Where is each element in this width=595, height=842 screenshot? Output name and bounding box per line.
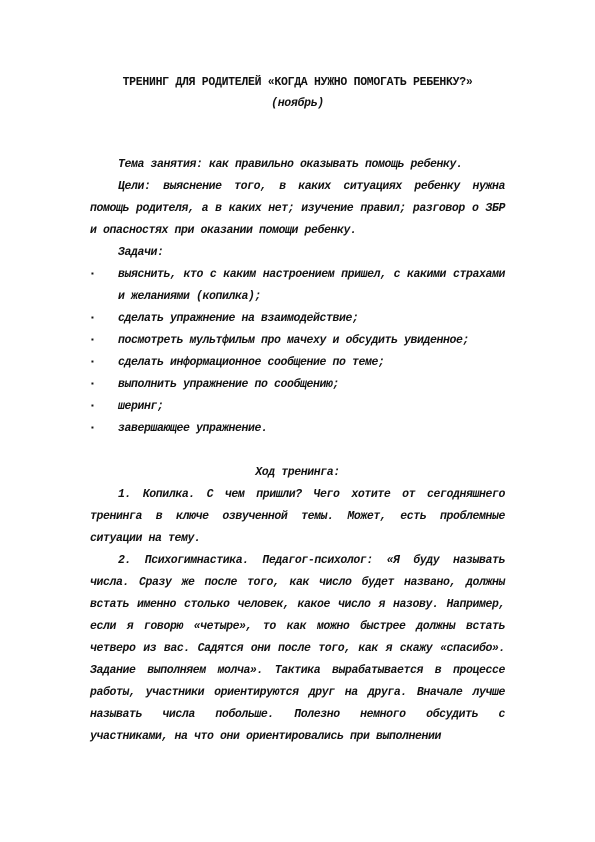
task-text: сделать информационное сообщение по теме; bbox=[118, 356, 385, 369]
list-item bbox=[90, 418, 505, 440]
document-body bbox=[90, 132, 505, 748]
spacer bbox=[90, 132, 505, 154]
document-title: ТРЕНИНГ ДЛЯ РОДИТЕЛЕЙ «КОГДА НУЖНО ПОМОГАТЬ РЕБЕНКУ?» bbox=[122, 76, 473, 89]
topic-paragraph: Тема занятия: как правильно оказывать помощь ребенку. bbox=[118, 158, 463, 171]
bullet-icon: ▪ bbox=[90, 402, 95, 411]
document-subtitle: (ноябрь) bbox=[271, 97, 324, 110]
bullet-icon: ▪ bbox=[90, 336, 95, 345]
step-1-paragraph: 1. Копилка. С чем пришли? Чего хотите от сегодняшнего тренинга в ключе озвученной темы. Может, есть проблемные ситуации на тему. bbox=[90, 488, 505, 545]
list-item bbox=[90, 308, 505, 330]
tasks-list bbox=[90, 264, 505, 440]
list-item bbox=[90, 374, 505, 396]
list-item bbox=[90, 352, 505, 374]
task-text: завершающее упражнение. bbox=[118, 422, 268, 435]
task-text: сделать упражнение на взаимодействие; bbox=[118, 312, 359, 325]
tasks-heading: Задачи: bbox=[118, 246, 164, 259]
spacer bbox=[90, 440, 505, 462]
bullet-icon: ▪ bbox=[90, 270, 95, 279]
bullet-icon: ▪ bbox=[90, 358, 95, 367]
task-text: выполнить упражнение по сообщению; bbox=[118, 378, 340, 391]
task-text: шеринг; bbox=[118, 400, 164, 413]
course-heading: Ход тренинга: bbox=[255, 466, 340, 479]
goals-paragraph: Цели: выяснение того, в каких ситуациях ребенку нужна помощь родителя, а в каких нет; изучение правил; разговор о ЗБР и опасностях при оказании помощи ребенку. bbox=[90, 180, 505, 237]
list-item bbox=[90, 396, 505, 418]
step-2-paragraph: 2. Психогимнастика. Педагог-психолог: «Я буду называть числа. Сразу же после того, как число будет названо, должны встать именно столько человек, какое число я назову. Например, если я говорю «четыре», то как можно быстрее должны встать четверо из вас. Садятся они после того, как я скажу «спасибо». Задание выполняем молча». Тактика вырабатывается в процессе работы, участники ориентируются друг на друга. Вначале лучше называть числа побольше. Полезно немного обсудить с участниками, на что они ориентировались при выполнении bbox=[90, 554, 505, 743]
task-text: выяснить, кто с каким настроением пришел, с какими страхами и желаниями (копилка); bbox=[118, 268, 505, 303]
bullet-icon: ▪ bbox=[90, 424, 95, 433]
list-item bbox=[90, 264, 505, 308]
list-item bbox=[90, 330, 505, 352]
bullet-icon: ▪ bbox=[90, 314, 95, 323]
bullet-icon: ▪ bbox=[90, 380, 95, 389]
task-text: посмотреть мультфильм про мачеху и обсудить увиденное; bbox=[118, 334, 470, 347]
